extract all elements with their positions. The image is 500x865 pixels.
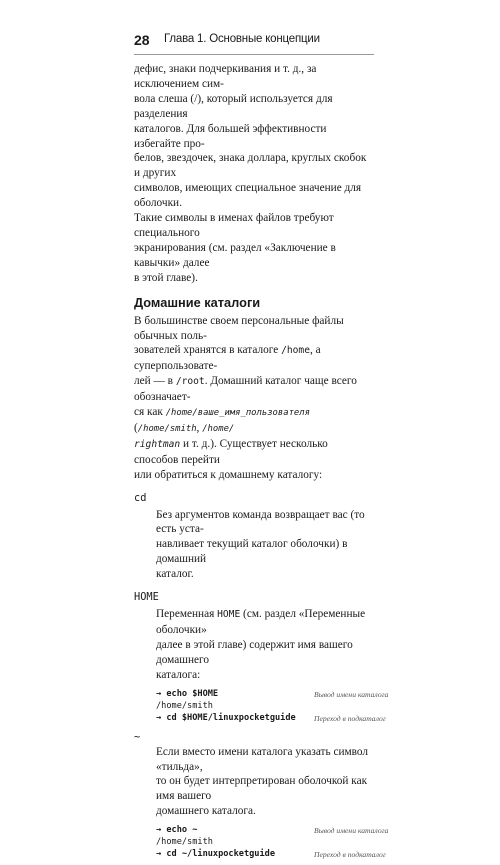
text-line: вола слеша (/), который используется для разделения [134,92,333,120]
text-fragment: лей — в [134,375,176,388]
text-line: Такие символы в именах файлов требуют специального [134,212,334,239]
text-line: навливает текущий каталог оболочки) в домашний [156,538,348,566]
term-tilde-description [134,745,374,820]
term-home: HOME [134,591,159,604]
code-example-tilde [134,823,389,865]
text-line: каталога: [156,668,201,681]
text-fragment: Переменная [156,608,218,621]
text-fragment: ся как [134,406,166,419]
term-cd: cd [134,491,147,504]
code-comment: Вывод имени каталога [314,826,389,836]
text-line: экранирования (см. раздел «Заключение в кавычки» далее [134,241,336,269]
text-fragment: . Домашний каталог чаще всего обозначает- [134,375,357,404]
inline-code: /home/smith [137,423,197,434]
text-fragment: зователей хранятся в каталоге [134,344,282,357]
chapter-title: Глава 1. Основные концепции [164,33,320,45]
term-cd-description [134,508,374,583]
code-line: → cd ~/linuxpocketguide [156,849,275,860]
page-body [134,62,389,865]
code-line: → echo $HOME [156,688,219,699]
text-line: то он будет интерпретирован оболочкой как имя вашего [156,775,368,803]
section-heading: Домашние каталоги [134,294,261,310]
text-line: Если вместо имени каталога указать символ «тильда», [156,745,369,773]
text-line: символов, имеющих специальное значение для оболочки. [134,182,362,210]
text-fragment: (см. раздел «Переменные оболочки» [156,608,366,636]
text-fragment: , [196,421,203,434]
code-output-line: /home/smith [156,837,213,848]
text-line: в этой главе). [134,271,198,284]
inline-code: /home/ [202,423,235,434]
code-comment: Вывод имени каталога [314,689,389,699]
code-line: → cd $HOME/linuxpocketguide [156,712,296,723]
text-line: каталог. [156,568,194,581]
inline-code: /home/ваше_имя_пользователя [165,408,310,419]
home-paragraph [134,314,374,483]
text-line: или обратиться к домашнему каталогу: [134,468,323,481]
header-rule [134,54,374,55]
code-comment: Переход в подкаталог [314,713,386,723]
inline-code: rightman [134,438,181,450]
term-tilde: ~ [134,730,141,743]
code-example-home [134,687,389,729]
inline-code: HOME [217,609,241,621]
text-line: каталогов. Для большей эффективности избегайте про- [134,122,327,150]
intro-paragraph [134,62,374,286]
code-comment: Переход в подкаталог [314,850,386,860]
text-fragment: и т. д.). Существует несколько способов перейти [134,437,328,466]
text-fragment: ( [134,421,138,434]
text-line: белов, звездочек, знака доллара, круглых скобок и других [134,152,367,180]
code-output-line: /home/smith [156,700,213,711]
text-line: далее в этой главе) содержит имя вашего домашнего [156,638,353,666]
page-header [134,32,374,56]
term-home-description [134,607,374,683]
text-line: В большинстве своем персональные файлы обычных поль- [134,314,344,342]
text-line: Без аргументов команда возвращает вас (то есть уста- [156,508,365,536]
text-line: дефис, знаки подчеркивания и т. д., за исключением сим- [134,63,317,90]
text-fragment: , а суперпользовате- [134,344,321,373]
inline-code: /home [281,345,310,357]
inline-code: /root [175,376,205,388]
text-line: домашнего каталога. [156,805,256,818]
page-number: 28 [134,32,150,48]
code-line: → echo ~ [156,825,198,836]
